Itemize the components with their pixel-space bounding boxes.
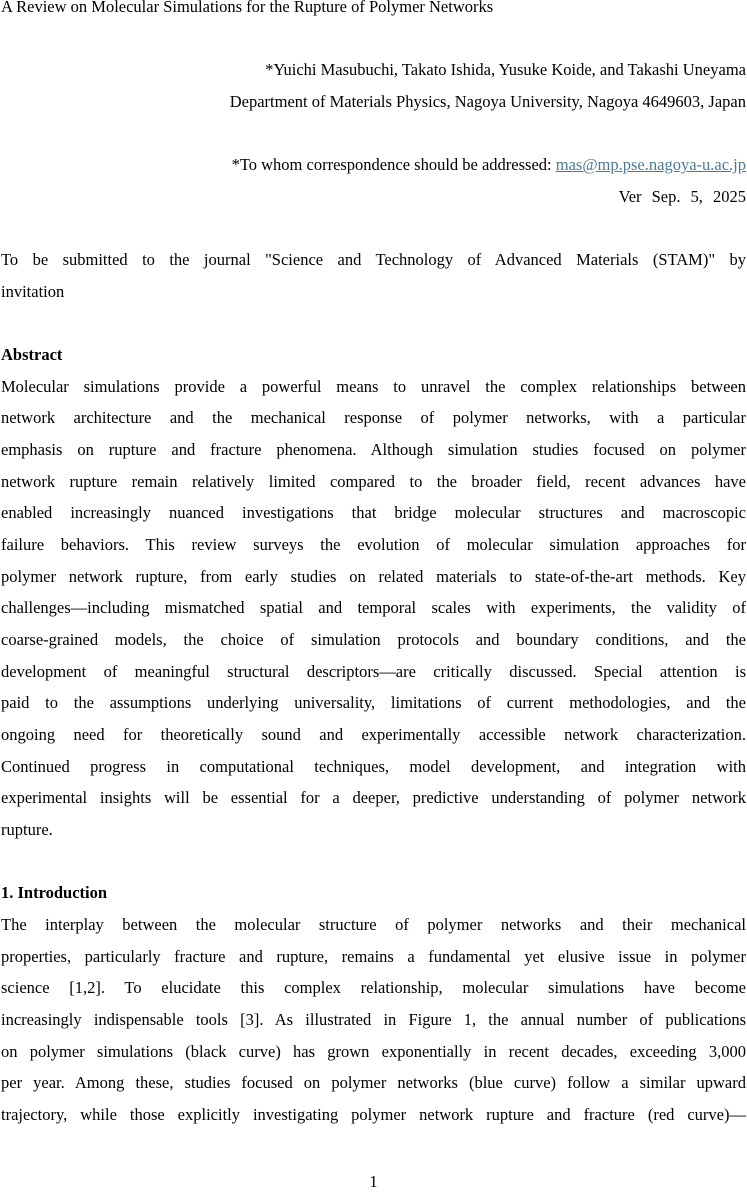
document-body bbox=[1, 0, 746, 1131]
text-line: properties, particularly fracture and rupture, remains a fundamental yet elusive issue in polymer bbox=[1, 946, 746, 966]
text-line: Molecular simulations provide a powerful means to unravel the complex relationships between bbox=[1, 376, 746, 396]
affiliation-line: Department of Materials Physics, Nagoya University, Nagoya 4649603, Japan bbox=[229, 91, 746, 111]
blank-line bbox=[1, 213, 746, 245]
blank-line bbox=[1, 23, 746, 55]
submission-note-paragraph bbox=[1, 244, 746, 307]
text-line: polymer network rupture, from early studies on related materials to state-of-the-art methods. Key bbox=[1, 566, 746, 586]
text-line: failure behaviors. This review surveys the evolution of molecular simulation approaches for bbox=[1, 535, 746, 555]
text-line: enabled increasingly nuanced investigations that bridge molecular structures and macroscopic bbox=[1, 503, 746, 523]
text-line: ongoing need for theoretically sound and experimentally accessible network characterization. bbox=[1, 725, 746, 745]
abstract-paragraph bbox=[1, 371, 746, 846]
text-line: network architecture and the mechanical response of polymer networks, with a particular bbox=[1, 408, 746, 428]
text-line: rupture. bbox=[1, 820, 53, 839]
introduction-heading: 1. Introduction bbox=[1, 883, 108, 903]
authors-line: *Yuichi Masubuchi, Takato Ishida, Yusuke Koide, and Takashi Uneyama bbox=[265, 60, 746, 80]
text-line: science [1,2]. To elucidate this complex relationship, molecular simulations have become bbox=[1, 978, 746, 998]
blank-line bbox=[1, 118, 746, 150]
text-line: experimental insights will be essential for a deeper, predictive understanding of polymer network bbox=[1, 788, 746, 808]
text-line: challenges—including mismatched spatial and temporal scales with experiments, the validity of bbox=[1, 598, 746, 618]
introduction-paragraph bbox=[1, 909, 746, 1131]
blank-line bbox=[1, 308, 746, 340]
text-line: invitation bbox=[1, 281, 65, 301]
abstract-heading: Abstract bbox=[1, 345, 63, 365]
correspondence-line bbox=[1, 149, 746, 181]
text-line: The interplay between the molecular structure of polymer networks and their mechanical bbox=[1, 914, 746, 934]
page-number: 1 bbox=[369, 1172, 378, 1191]
text-line: trajectory, while those explicitly investigating polymer network rupture and fracture (red curve)— bbox=[1, 1104, 746, 1124]
text-line: emphasis on rupture and fracture phenomena. Although simulation studies focused on polymer bbox=[1, 440, 746, 460]
text-line: increasingly indispensable tools [3]. As illustrated in Figure 1, the annual number of publications bbox=[1, 1009, 746, 1029]
text-line: paid to the assumptions underlying universality, limitations of current methodologies, and the bbox=[1, 693, 746, 713]
text-line: To be submitted to the journal "Science and Technology of Advanced Materials (STAM)" by bbox=[1, 250, 746, 270]
paper-title: A Review on Molecular Simulations for the Rupture of Polymer Networks bbox=[1, 0, 494, 16]
correspondence-email-link[interactable]: mas@mp.pse.nagoya-u.ac.jp bbox=[555, 155, 746, 175]
version-date-line: Ver Sep. 5, 2025 bbox=[618, 186, 746, 206]
text-line: Continued progress in computational techniques, model development, and integration with bbox=[1, 756, 746, 776]
text-line: per year. Among these, studies focused on polymer networks (blue curve) follow a similar upward bbox=[1, 1073, 746, 1093]
blank-line bbox=[1, 846, 746, 878]
text-line: network rupture remain relatively limited compared to the broader field, recent advances have bbox=[1, 471, 746, 491]
correspondence-text: *To whom correspondence should be addressed: bbox=[231, 155, 556, 175]
text-line: on polymer simulations (black curve) has grown exponentially in recent decades, exceeding 3,000 bbox=[1, 1041, 746, 1061]
text-line: development of meaningful structural descriptors—are critically discussed. Special attention is bbox=[1, 661, 746, 681]
text-line: coarse-grained models, the choice of simulation protocols and boundary conditions, and the bbox=[1, 630, 746, 650]
